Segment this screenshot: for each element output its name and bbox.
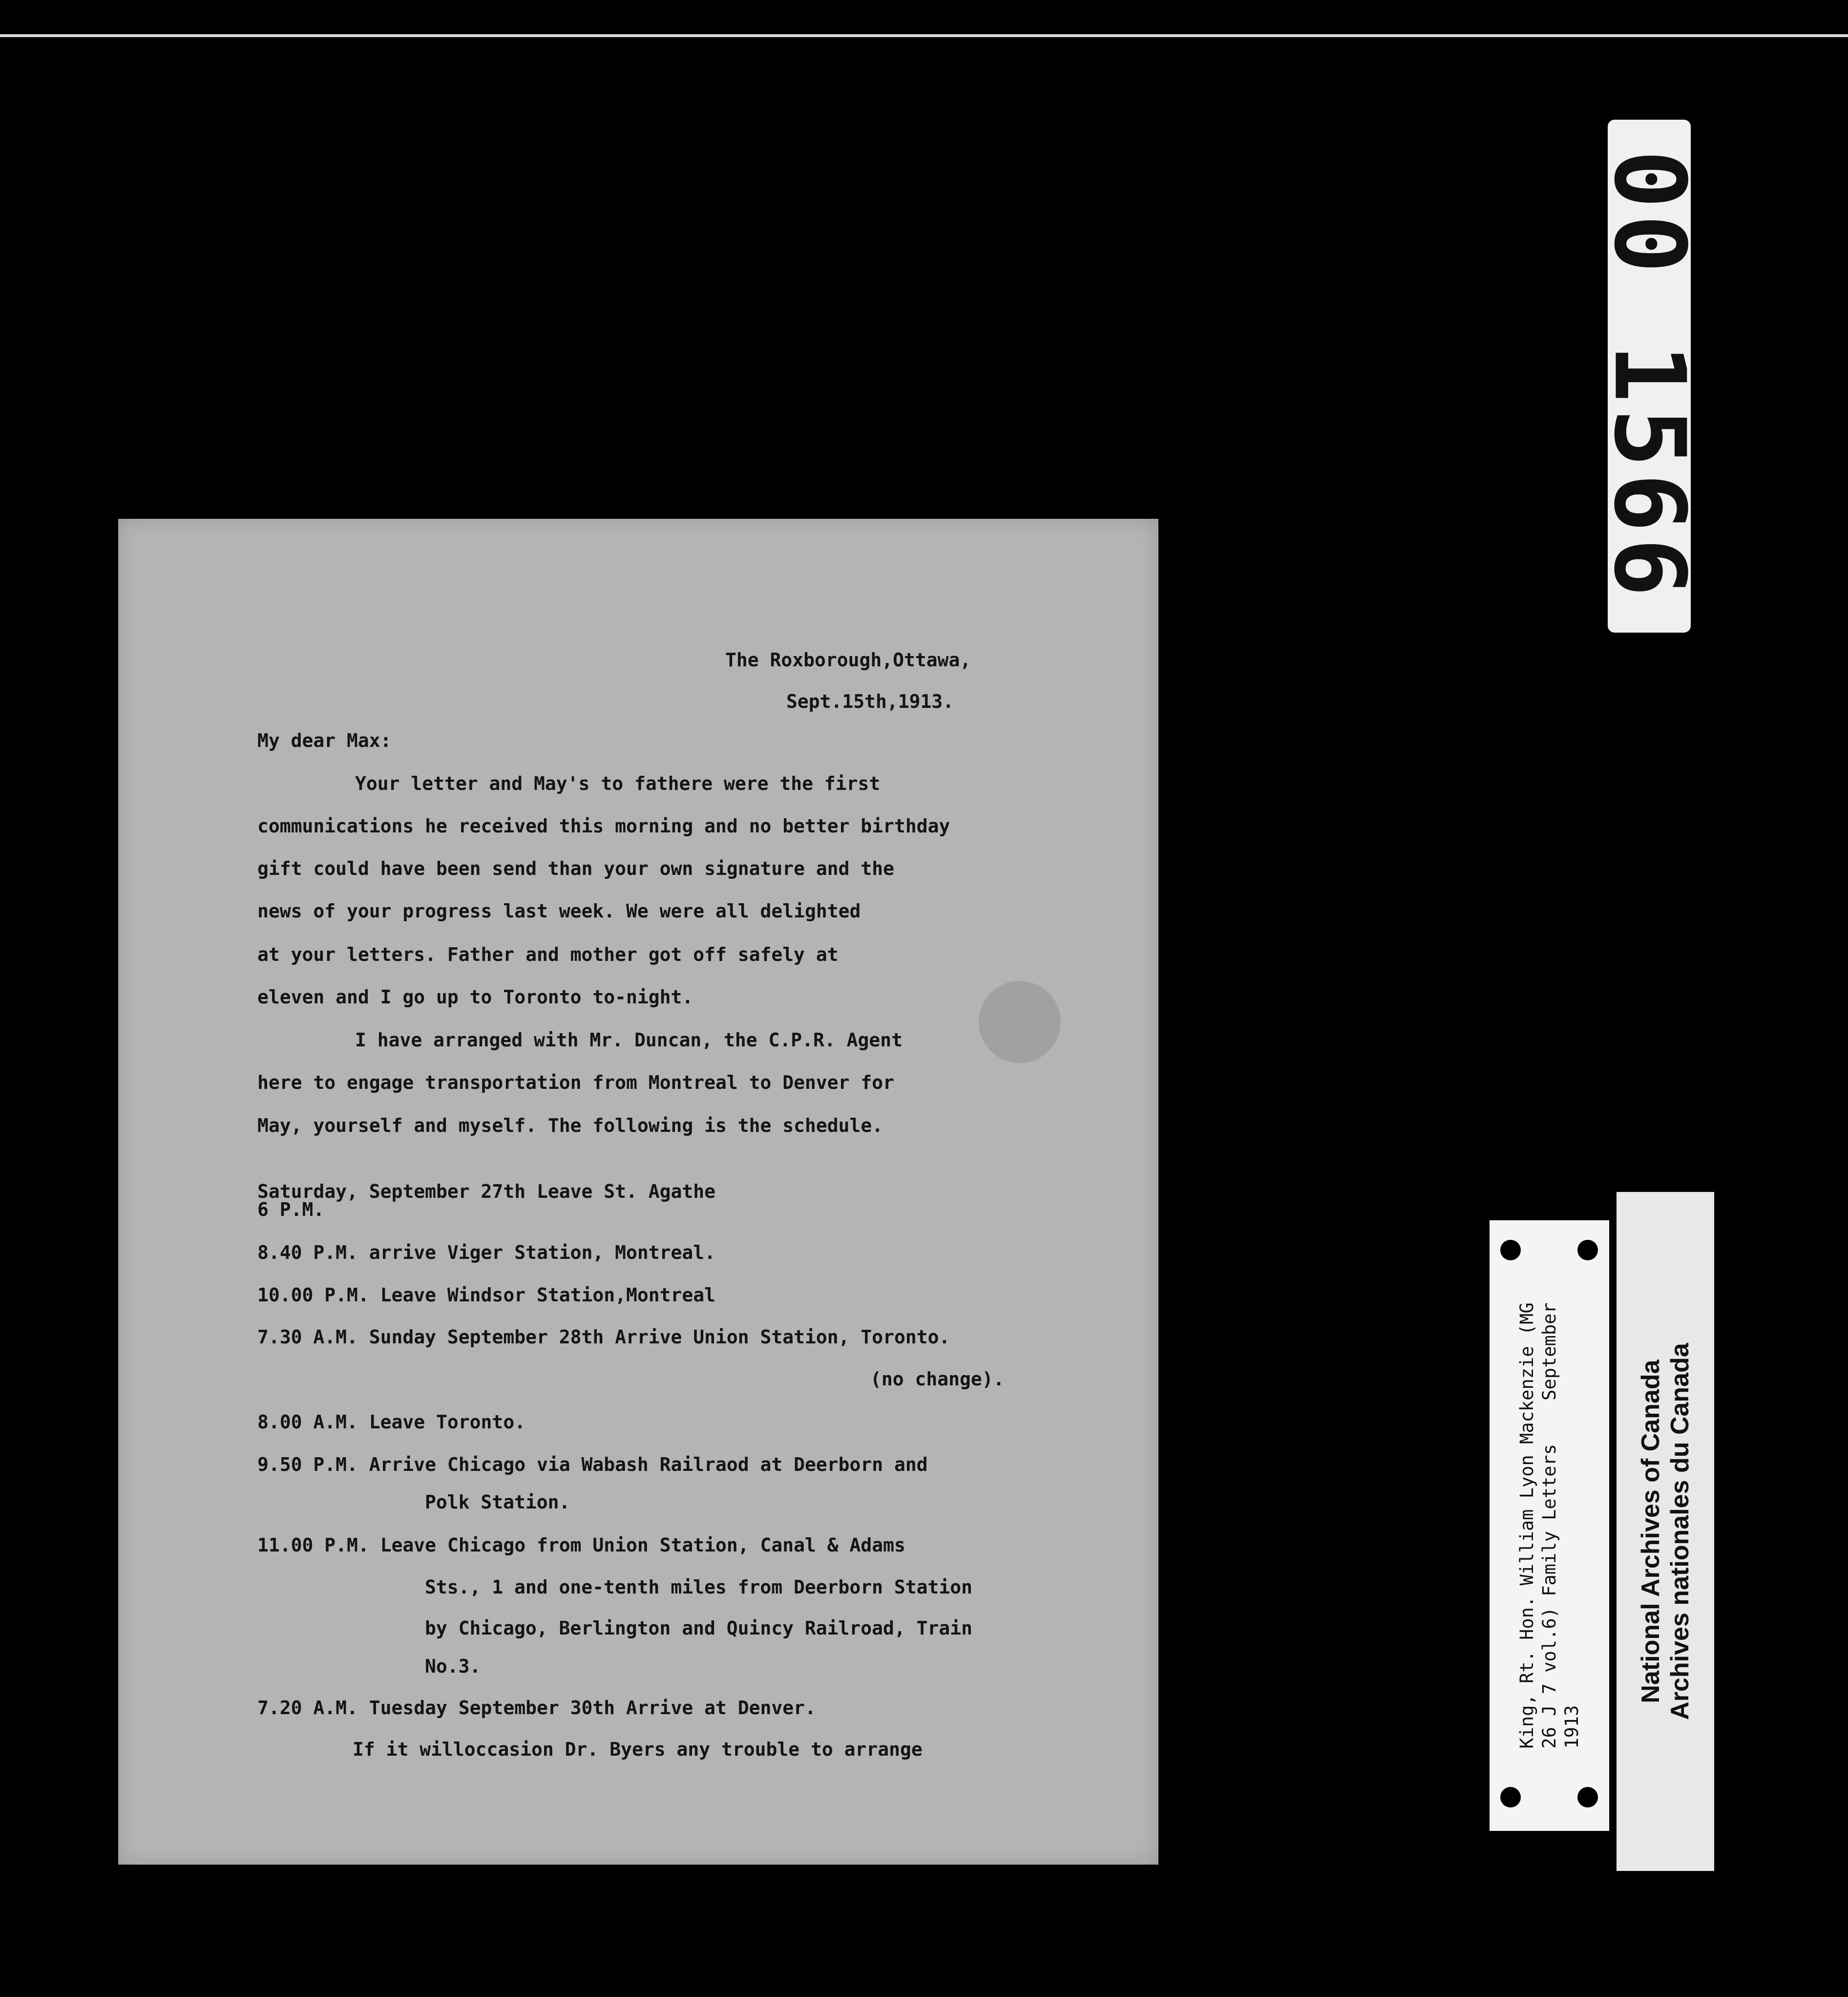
salutation: My dear Max: xyxy=(257,730,392,751)
label-hole xyxy=(1500,1240,1521,1260)
institution-name xyxy=(1636,1343,1695,1720)
label-hole xyxy=(1577,1787,1598,1807)
label-hole xyxy=(1577,1240,1598,1260)
schedule-line: Polk Station. xyxy=(425,1491,570,1513)
body-line: eleven and I go up to Toronto to-night. xyxy=(257,986,693,1008)
frame-number-tag xyxy=(1592,120,1706,633)
body-line: communications he received this morning and no better birthday xyxy=(257,815,950,837)
institution-name-en: National Archives of Canada xyxy=(1637,1360,1665,1703)
label-hole xyxy=(1500,1787,1521,1807)
schedule-line: (no change). xyxy=(870,1368,1005,1390)
schedule-line: 6 P.M. xyxy=(257,1199,325,1220)
schedule-line: 9.50 P.M. Arrive Chicago via Wabash Railraod at Deerborn and xyxy=(257,1454,928,1475)
film-edge-strip xyxy=(0,34,1848,37)
institution-label xyxy=(1617,1192,1714,1871)
schedule-line: No.3. xyxy=(425,1656,481,1677)
schedule-line: 8.00 A.M. Leave Toronto. xyxy=(257,1411,526,1433)
schedule-line: Sts., 1 and one-tenth miles from Deerborn Station xyxy=(425,1576,973,1598)
archive-label-line: King, Rt. Hon. William Lyon Mackenzie (MG xyxy=(1516,1302,1537,1749)
archive-reference-text xyxy=(1516,1302,1583,1748)
institution-name-fr: Archives nationales du Canada xyxy=(1666,1343,1694,1720)
body-line: I have arranged with Mr. Duncan, the C.P.R. Agent xyxy=(355,1029,903,1051)
archive-reference-label xyxy=(1490,1220,1609,1831)
body-line: at your letters. Father and mother got off safely at xyxy=(257,944,839,965)
schedule-line: 8.40 P.M. arrive Viger Station, Montreal. xyxy=(257,1242,715,1263)
body-line: Your letter and May's to fathere were the first xyxy=(355,773,881,794)
body-line: May, yourself and myself. The following is the schedule. xyxy=(257,1115,883,1136)
schedule-line: 11.00 P.M. Leave Chicago from Union Station, Canal & Adams xyxy=(257,1534,905,1556)
closing-line: If it willoccasion Dr. Byers any trouble to arrange xyxy=(353,1739,923,1760)
body-line: here to engage transportation from Montreal to Denver for xyxy=(257,1072,895,1093)
address-line1: The Roxborough,Ottawa, xyxy=(725,649,971,671)
body-line: gift could have been send than your own signature and the xyxy=(257,858,895,879)
faint-stamp-watermark: ● xyxy=(966,975,1092,1069)
schedule-line: 7.30 A.M. Sunday September 28th Arrive Union Station, Toronto. xyxy=(257,1326,950,1348)
typed-letter-page xyxy=(118,519,1158,1865)
date-line: Sept.15th,1913. xyxy=(786,691,954,712)
schedule-line: 7.20 A.M. Tuesday September 30th Arrive at Denver. xyxy=(257,1697,816,1719)
frame-number: 00 1566 xyxy=(1592,149,1706,603)
schedule-line: by Chicago, Berlington and Quincy Railroad, Train xyxy=(425,1617,973,1639)
body-line: news of your progress last week. We were all delighted xyxy=(257,900,861,922)
archive-label-line: 1913 xyxy=(1561,1705,1582,1749)
schedule-line: Saturday, September 27th Leave St. Agathe xyxy=(257,1181,715,1202)
schedule-line: 10.00 P.M. Leave Windsor Station,Montreal xyxy=(257,1284,715,1306)
archive-label-line: 26 J 7 vol.6) Family Letters September xyxy=(1538,1302,1560,1749)
